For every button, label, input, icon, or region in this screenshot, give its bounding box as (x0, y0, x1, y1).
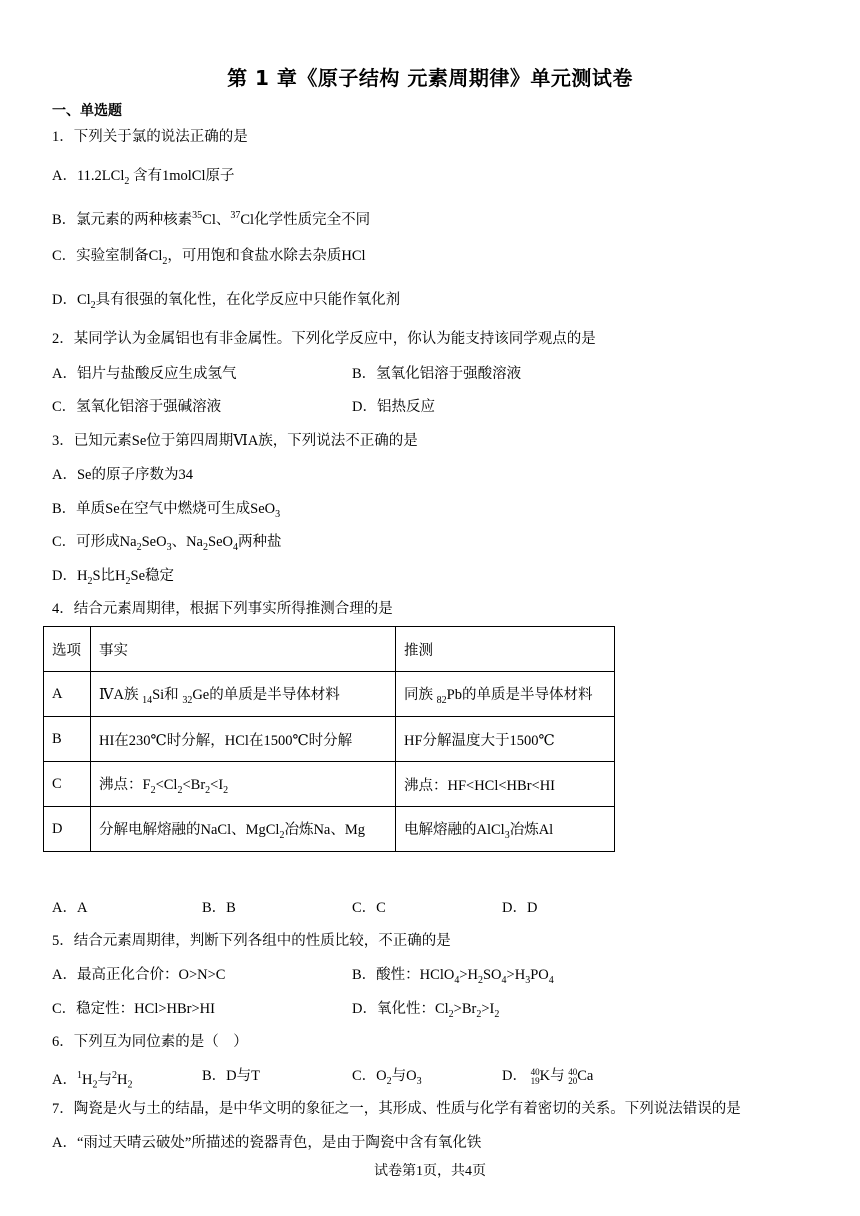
row-b-fact: HI在230℃时分解，HCl在1500℃时分解 (91, 717, 396, 762)
question-3-stem: 3．已知元素Se位于第四周期ⅥA族，下列说法不正确的是 (52, 433, 418, 449)
q2-option-b: B．氢氧化铝溶于强酸溶液 (352, 366, 522, 382)
q1-option-b: B．氯元素的两种核素$^{35}$Cl、$^{37}$Cl化学性质完全不同 (52, 210, 371, 228)
q6-option-c: C．$O_2$与$O_3$ (352, 1068, 422, 1087)
q1-option-c: C．实验室制备$Cl_2$，可用饱和食盐水除去杂质HCl (52, 248, 366, 267)
row-b-inference: HF分解温度大于1500℃ (396, 717, 615, 762)
q4-option-b: B．B (202, 900, 236, 916)
q3-option-d: D．$H_2S$比$H_2Se$稳定 (52, 568, 174, 587)
q5-option-a: A．最高正化合价：O>N>C (52, 967, 226, 983)
q5-option-c: C．稳定性：HCl>HBr>HI (52, 1001, 215, 1017)
q6-option-d: D． 40 19 K与 40 20 Ca (502, 1066, 594, 1086)
q2-option-a: A．铝片与盐酸反应生成氢气 (52, 366, 237, 382)
section-heading: 一、单选题 (52, 103, 122, 119)
q2-option-d: D．铝热反应 (352, 399, 435, 415)
page-footer: 试卷第1页，共4页 (374, 1164, 486, 1179)
table-row (44, 672, 615, 717)
row-b-option: B (44, 717, 91, 762)
q4-option-d: D．D (502, 900, 538, 916)
table-header-option: 选项 (44, 627, 91, 672)
facts-table (43, 626, 615, 852)
question-7-stem: 7．陶瓷是火与土的结晶，是中华文明的象征之一，其形成、性质与化学有着密切的关系。下列说法错误的是 (52, 1101, 741, 1117)
question-5-stem: 5．结合元素周期律，判断下列各组中的性质比较，不正确的是 (52, 933, 451, 949)
row-d-option: D (44, 807, 91, 852)
q4-option-c: C．C (352, 900, 386, 916)
q5-option-b: B．酸性：$HClO_4>H_2SO_4>H_3PO_4$ (352, 967, 554, 986)
table-header-row (44, 627, 615, 672)
q1-option-a: A．11.2LCl$_2$ 含有1molCl原子 (52, 168, 235, 187)
table-row (44, 762, 615, 807)
q4-option-a: A．A (52, 900, 88, 916)
row-c-option: C (44, 762, 91, 807)
q3-option-b: B．单质Se在空气中燃烧可生成SeO$_3$ (52, 501, 281, 520)
row-d-inference: 电解熔融的AlCl$_3$冶炼Al (396, 807, 615, 852)
q3-option-c: C．可形成$Na_2SeO_3$、$Na_2SeO_4$两种盐 (52, 534, 282, 553)
q5-option-d: D．氧化性：$Cl_2>Br_2>I_2$ (352, 1001, 500, 1020)
q7-option-a: A．“雨过天晴云破处”所描述的瓷器青色，是由于陶瓷中含有氧化铁 (52, 1135, 482, 1151)
document-title: 第 1 章《原子结构 元素周期律》单元测试卷 (227, 66, 633, 90)
table-row (44, 807, 615, 852)
q1-option-d: D．$Cl_2$具有很强的氧化性，在化学反应中只能作氧化剂 (52, 292, 401, 311)
row-a-fact: ⅣA族 $_{14}$Si和 $_{32}$Ge的单质是半导体材料 (91, 672, 396, 717)
q6-option-b: B．D与T (202, 1068, 260, 1084)
table-row (44, 717, 615, 762)
row-a-inference: 同族 $_{82}$Pb的单质是半导体材料 (396, 672, 615, 717)
row-d-fact: 分解电解熔融的NaCl、MgCl$_2$冶炼Na、Mg (91, 807, 396, 852)
q3-option-a: A．Se的原子序数为34 (52, 467, 193, 483)
q2-option-c: C．氢氧化铝溶于强碱溶液 (52, 399, 222, 415)
row-c-inference: 沸点：HF<HCl<HBr<HI (396, 762, 615, 807)
question-4-stem: 4．结合元素周期律，根据下列事实所得推测合理的是 (52, 601, 393, 617)
table-header-fact: 事实 (91, 627, 396, 672)
question-1-stem: 1．下列关于氯的说法正确的是 (52, 129, 248, 145)
row-c-fact: 沸点：$F_2<Cl_2<Br_2<I_2$ (91, 762, 396, 807)
table-header-inference: 推测 (396, 627, 615, 672)
question-2-stem: 2．某同学认为金属铝也有非金属性。下列化学反应中，你认为能支持该同学观点的是 (52, 331, 596, 347)
row-a-option: A (44, 672, 91, 717)
q6-option-a: A．$^1H_2$与$^2H_2$ (52, 1070, 133, 1091)
question-6-stem: 6．下列互为同位素的是（ ） (52, 1034, 248, 1050)
